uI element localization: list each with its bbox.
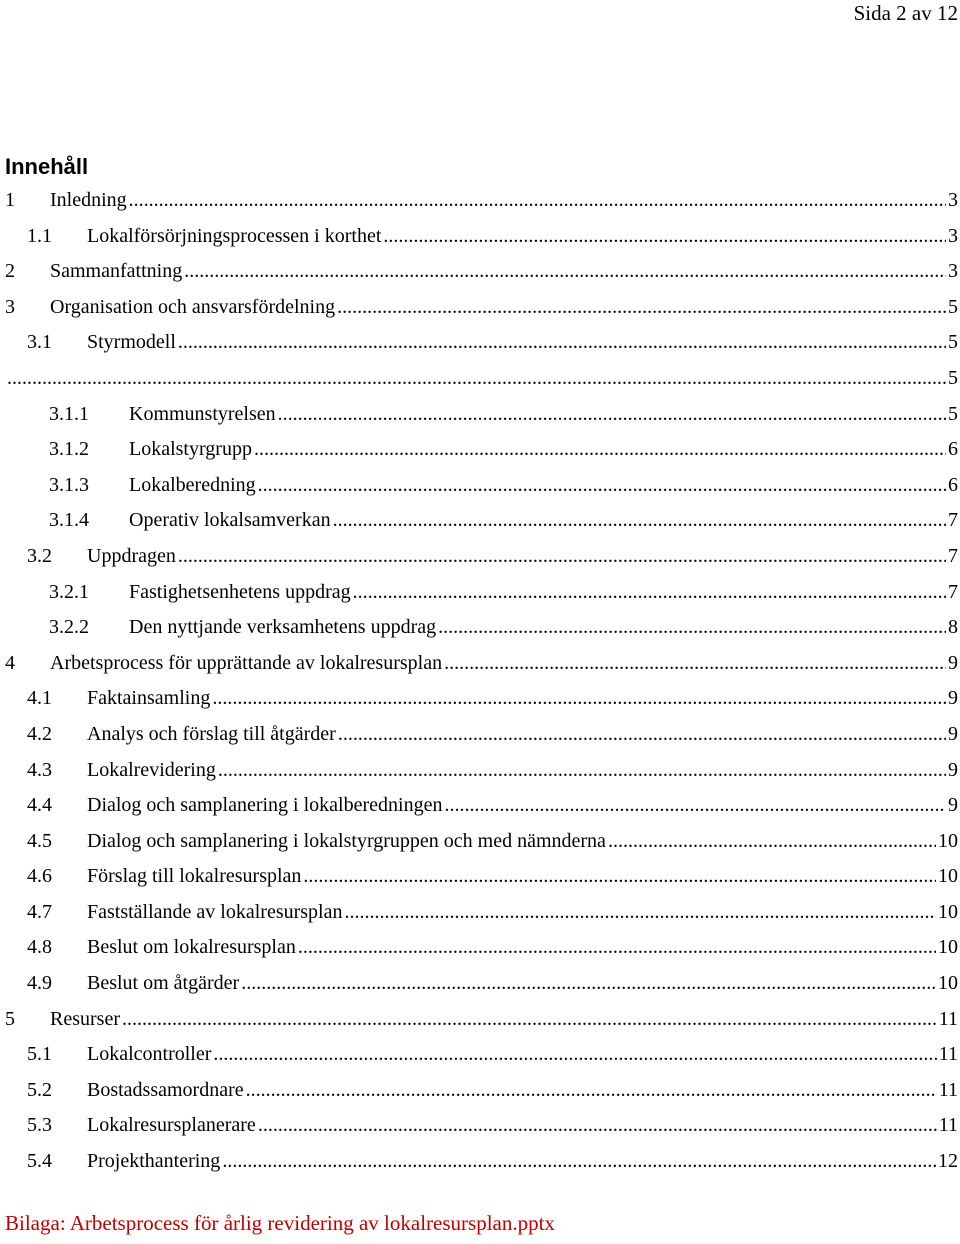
toc-entry-page: 9 [948, 687, 958, 710]
toc-entry-page: 9 [948, 651, 958, 674]
toc-entry-page: 12 [938, 1150, 958, 1173]
toc-entry-number: 5 [5, 1007, 15, 1030]
toc-dot-leader [254, 432, 946, 468]
toc-entry-title: Förslag till lokalresursplan [87, 865, 302, 888]
toc-entry [0, 1108, 960, 1144]
toc-entry-title: Dialog och samplanering i lokalstyrgruppen och med nämnderna [87, 829, 606, 852]
toc-entry-link[interactable] [27, 824, 958, 860]
toc-entry-title: Beslut om lokalresursplan [87, 936, 296, 959]
toc-dot-leader [218, 753, 946, 789]
toc-entry-page: 10 [938, 972, 958, 995]
toc-entry-title: Lokalcontroller [87, 1043, 212, 1066]
toc-entry-title: Lokalstyrgrupp [129, 438, 252, 461]
toc-entry-page: 3 [948, 224, 958, 247]
toc-dot-leader [337, 290, 946, 326]
toc-entry-link[interactable] [27, 717, 958, 753]
toc-entry-number: 1.1 [27, 224, 52, 247]
toc-entry-page: 5 [948, 366, 958, 389]
toc-heading: Innehåll [5, 154, 89, 179]
toc-entry-page: 5 [948, 402, 958, 425]
toc-entry-title: Faktainsamling [87, 687, 211, 710]
toc-entry-title: Sammanfattning [50, 260, 183, 283]
toc-entry-title: Beslut om åtgärder [87, 972, 240, 995]
toc-entry-number: 4.1 [27, 687, 52, 710]
toc-entry-title: Analys och förslag till åtgärder [87, 722, 336, 745]
toc-entry-link[interactable] [49, 503, 958, 539]
toc-entry-number: 3.1.3 [49, 473, 89, 496]
toc-entry-link[interactable] [5, 1002, 958, 1038]
toc-entry [0, 681, 960, 717]
toc-entry-number: 5.2 [27, 1078, 52, 1101]
toc-entry-link[interactable] [27, 1144, 958, 1180]
toc-entry [0, 219, 960, 255]
toc-dot-leader [129, 183, 946, 219]
toc-entry-title: Lokalberedning [129, 473, 256, 496]
page-number: Sida 2 av 12 [853, 1, 958, 25]
toc-entry-number: 4.8 [27, 936, 52, 959]
toc-entry-page: 11 [938, 1007, 958, 1030]
toc-entry-title: Resurser [50, 1007, 120, 1030]
toc-entry-page: 10 [938, 865, 958, 888]
toc-entry-link[interactable] [49, 468, 958, 504]
toc-entry-page: 9 [948, 722, 958, 745]
toc-entry-number: 3.1.2 [49, 438, 89, 461]
toc-entry [0, 930, 960, 966]
toc-entry-link[interactable] [27, 1108, 958, 1144]
toc-entry-title: Dialog och samplanering i lokalberedningen [87, 794, 443, 817]
toc-entry-number: 4.3 [27, 758, 52, 781]
toc-entry-link[interactable] [27, 219, 958, 255]
toc-entry-link[interactable] [49, 432, 958, 468]
toc-entry-title: Kommunstyrelsen [129, 402, 276, 425]
toc-dot-leader [184, 254, 946, 290]
toc-entry [0, 1144, 960, 1180]
toc-entry [0, 432, 960, 468]
toc-entry [0, 254, 960, 290]
toc-entry-link[interactable] [27, 1073, 958, 1109]
toc-dot-leader [333, 503, 946, 539]
toc-entry-link[interactable] [49, 610, 958, 646]
toc-dot-leader [438, 610, 946, 646]
toc-entry-number: 4.9 [27, 972, 52, 995]
toc-entry-link[interactable] [27, 930, 958, 966]
toc-entry-number: 5.4 [27, 1150, 52, 1173]
toc-entry-title: Styrmodell [87, 331, 176, 354]
toc-entry [0, 539, 960, 575]
toc-entry-number: 3.2.1 [49, 580, 89, 603]
toc-entry-title: Arbetsprocess för upprättande av lokalresursplan [50, 651, 443, 674]
toc-entry-link[interactable] [27, 966, 958, 1002]
toc-entry-page: 10 [938, 900, 958, 923]
toc-entry-title: Uppdragen [87, 544, 176, 567]
toc-dot-leader [258, 1108, 937, 1144]
toc-dot-leader [213, 1037, 936, 1073]
toc-entry [0, 859, 960, 895]
toc-entry-link[interactable] [5, 183, 958, 219]
toc-entry-title: Lokalförsörjningsprocessen i korthet [87, 224, 382, 247]
toc-entry [0, 646, 960, 682]
toc-entry-page: 7 [948, 544, 958, 567]
toc-entry-number: 3.1 [27, 331, 52, 354]
toc-entry-number: 4.6 [27, 865, 52, 888]
toc-entry-link[interactable] [27, 539, 958, 575]
toc-entry-page: 11 [938, 1043, 958, 1066]
toc-dot-leader [338, 717, 946, 753]
toc-entry-page: 10 [938, 829, 958, 852]
toc-entry [0, 966, 960, 1002]
toc-entry [0, 1037, 960, 1073]
toc-entry-page: 6 [948, 438, 958, 461]
toc-entry [0, 1073, 960, 1109]
toc-entry-page: 9 [948, 758, 958, 781]
toc-dot-leader [212, 681, 946, 717]
toc-entry-page: 10 [938, 936, 958, 959]
toc-entry-title: Fastighetsenhetens uppdrag [129, 580, 351, 603]
toc-entry-title: Organisation och ansvarsfördelning [50, 295, 336, 318]
toc-dot-leader [178, 325, 946, 361]
toc-entry-number: 5.3 [27, 1114, 52, 1137]
toc-dot-leader [303, 859, 936, 895]
table-of-contents [0, 183, 960, 1180]
toc-entry [0, 1002, 960, 1038]
toc-dot-leader [258, 468, 946, 504]
toc-entry-number: 5.1 [27, 1043, 52, 1066]
toc-entry-page: 9 [948, 794, 958, 817]
toc-entry-number: 3.1.1 [49, 402, 89, 425]
toc-dot-leader [444, 646, 946, 682]
toc-entry-page: 11 [938, 1114, 958, 1137]
toc-entry-page: 7 [948, 580, 958, 603]
attachment-link[interactable]: Bilaga: Arbetsprocess för årlig revidering av lokalresursplan.pptx [5, 1211, 555, 1235]
toc-dot-leader [383, 219, 946, 255]
toc-entry [0, 824, 960, 860]
toc-entry-link[interactable] [5, 646, 958, 682]
toc-entry-link[interactable] [27, 895, 958, 931]
toc-entry-link[interactable] [5, 361, 958, 397]
toc-entry [0, 717, 960, 753]
toc-dot-leader [608, 824, 936, 860]
toc-entry-title: Fastställande av lokalresursplan [87, 900, 343, 923]
toc-dot-leader [241, 966, 936, 1002]
toc-entry [0, 575, 960, 611]
toc-dot-leader [178, 539, 946, 575]
toc-entry-number: 4.5 [27, 829, 52, 852]
toc-entry-number: 4.7 [27, 900, 52, 923]
toc-entry-title: Projekthantering [87, 1150, 221, 1173]
toc-dot-leader [353, 575, 946, 611]
toc-entry [0, 503, 960, 539]
toc-entry-number: 1 [5, 189, 15, 211]
toc-dot-leader [444, 788, 946, 824]
toc-entry [0, 468, 960, 504]
toc-entry-page: 7 [948, 509, 958, 532]
toc-entry-title: Bostadssamordnare [87, 1078, 244, 1101]
toc-dot-leader [298, 930, 936, 966]
toc-entry-title: Inledning [50, 189, 127, 211]
toc-entry-link[interactable] [27, 681, 958, 717]
toc-entry-number: 4.4 [27, 794, 52, 817]
toc-entry [0, 753, 960, 789]
toc-entry-page: 5 [948, 331, 958, 354]
toc-dot-leader [122, 1002, 937, 1038]
toc-dot-leader [345, 895, 937, 931]
toc-entry-page: 3 [948, 189, 958, 211]
toc-entry-page: 8 [948, 616, 958, 639]
toc-dot-leader [278, 397, 946, 433]
toc-entry-link[interactable] [27, 859, 958, 895]
toc-entry-title: Lokalresursplanerare [87, 1114, 256, 1137]
toc-entry [0, 361, 960, 397]
toc-entry-link[interactable] [5, 290, 958, 326]
toc-entry-link[interactable] [49, 397, 958, 433]
toc-entry-title: Den nyttjande verksamhetens uppdrag [129, 616, 437, 639]
toc-entry-link[interactable] [27, 753, 958, 789]
toc-entry [0, 290, 960, 326]
toc-entry-page: 5 [948, 295, 958, 318]
toc-entry-number: 3.1.4 [49, 509, 89, 532]
toc-entry [0, 397, 960, 433]
toc-entry-title: Lokalrevidering [87, 758, 216, 781]
toc-entry [0, 610, 960, 646]
toc-entry [0, 895, 960, 931]
toc-entry-page: 11 [938, 1078, 958, 1101]
toc-entry-title: Operativ lokalsamverkan [129, 509, 331, 532]
toc-entry-number: 4.2 [27, 722, 52, 745]
toc-entry-link[interactable] [5, 254, 958, 290]
toc-dot-leader [222, 1144, 936, 1180]
toc-entry-number: 3 [5, 295, 15, 318]
toc-entry [0, 183, 960, 219]
toc-entry-page: 3 [948, 260, 958, 283]
toc-dot-leader [7, 361, 946, 397]
toc-entry-link[interactable] [27, 1037, 958, 1073]
toc-entry-link[interactable] [27, 325, 958, 361]
toc-entry-link[interactable] [27, 788, 958, 824]
toc-entry-number: 2 [5, 260, 15, 283]
toc-entry-number: 3.2.2 [49, 616, 89, 639]
toc-entry [0, 325, 960, 361]
toc-dot-leader [246, 1073, 937, 1109]
toc-entry-number: 4 [5, 651, 15, 674]
toc-entry-page: 6 [948, 473, 958, 496]
toc-entry-number: 3.2 [27, 544, 52, 567]
toc-entry [0, 788, 960, 824]
toc-entry-link[interactable] [49, 575, 958, 611]
